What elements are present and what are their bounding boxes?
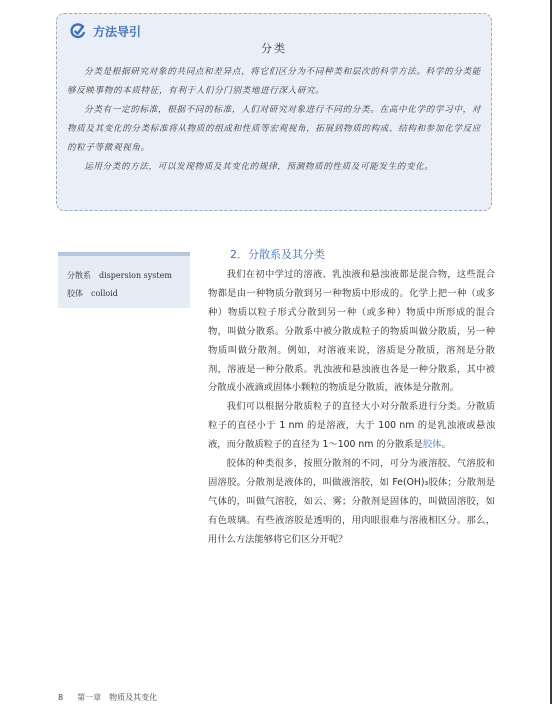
page-number: 8 [58,693,64,702]
paragraph-text: 。 [441,439,451,451]
guide-paragraph: 分类有一定的标准，根据不同的标准，人们对研究对象进行不同的分类。在高中化学的学习中，对物质及其变化的分类标准将从物质的组成和性质等宏观视角，拓展到物质的构成、结构和参加化学反应的粒子等微观视角。 [67,105,481,153]
keyword-colloid: 胶体 [422,439,442,451]
method-guide-body [67,63,481,177]
page-footer [58,692,157,703]
section-title: 2．分散系及其分类 [230,248,325,261]
method-guide-icon [69,22,87,40]
main-text [208,246,495,550]
guide-paragraph: 运用分类的方法，可以发现物质及其变化的规律，预测物质的性质及可能发生的变化。 [84,162,434,172]
method-guide-box [56,13,492,211]
method-guide-label: 方法导引 [93,24,142,39]
method-guide-header [69,20,141,42]
paragraph-text: 我们可以根据分散质粒子的直径大小对分散系进行分类。分散质粒子的直径小于 1 nm 的是溶液，大于 100 nm 的是乳浊液或悬浊液，而分散质粒子的直径为 1～100 nm 的分散系是 [208,401,495,451]
method-guide-title: 分类 [261,42,287,55]
glossary-term-colloid: 胶体 colloid [67,289,118,298]
paragraph-classification [208,398,495,455]
glossary-term-dispersion-system: 分散系 dispersion system [67,271,172,280]
guide-paragraph: 分类是根据研究对象的共同点和差异点，将它们区分为不同种类和层次的科学方法。科学的分类能够反映事物的本质特征，有利于人们分门别类地进行深入研究。 [67,67,481,96]
chapter-title: 第一章 物质及其变化 [77,693,158,702]
glossary-sidebar [58,252,190,308]
paragraph-dispersion-system: 我们在初中学过的溶液、乳浊液和悬浊液都是混合物，这些混合物都是由一种物质分散到另一种物质中形成的。化学上把一种（或多种）物质以粒子形式分散到另一种（或多种）物质中所形成的混合物，叫做分散系。分散系中被分散成粒子的物质叫做分散质，另一种物质叫做分散剂。例如，对溶液来说，溶质是分散质，溶剂是分散剂，溶液是一种分散系。乳浊液和悬浊液也各是一种分散系，其中被分散成小液滴或固体小颗粒的物质是分散质，液体是分散剂。 [208,269,495,394]
paragraph-colloid-types: 胶体的种类很多，按照分散剂的不同，可分为液溶胶、气溶胶和固溶胶。分散剂是液体的，叫做液溶胶，如 Fe(OH)₃胶体；分散剂是气体的，叫做气溶胶，如云、雾；分散剂是固体的，叫做固溶胶，如有色玻璃。有些液溶胶是透明的，用肉眼很难与溶液相区分。那么，用什么方法能够将它们区分开呢？ [208,458,495,545]
